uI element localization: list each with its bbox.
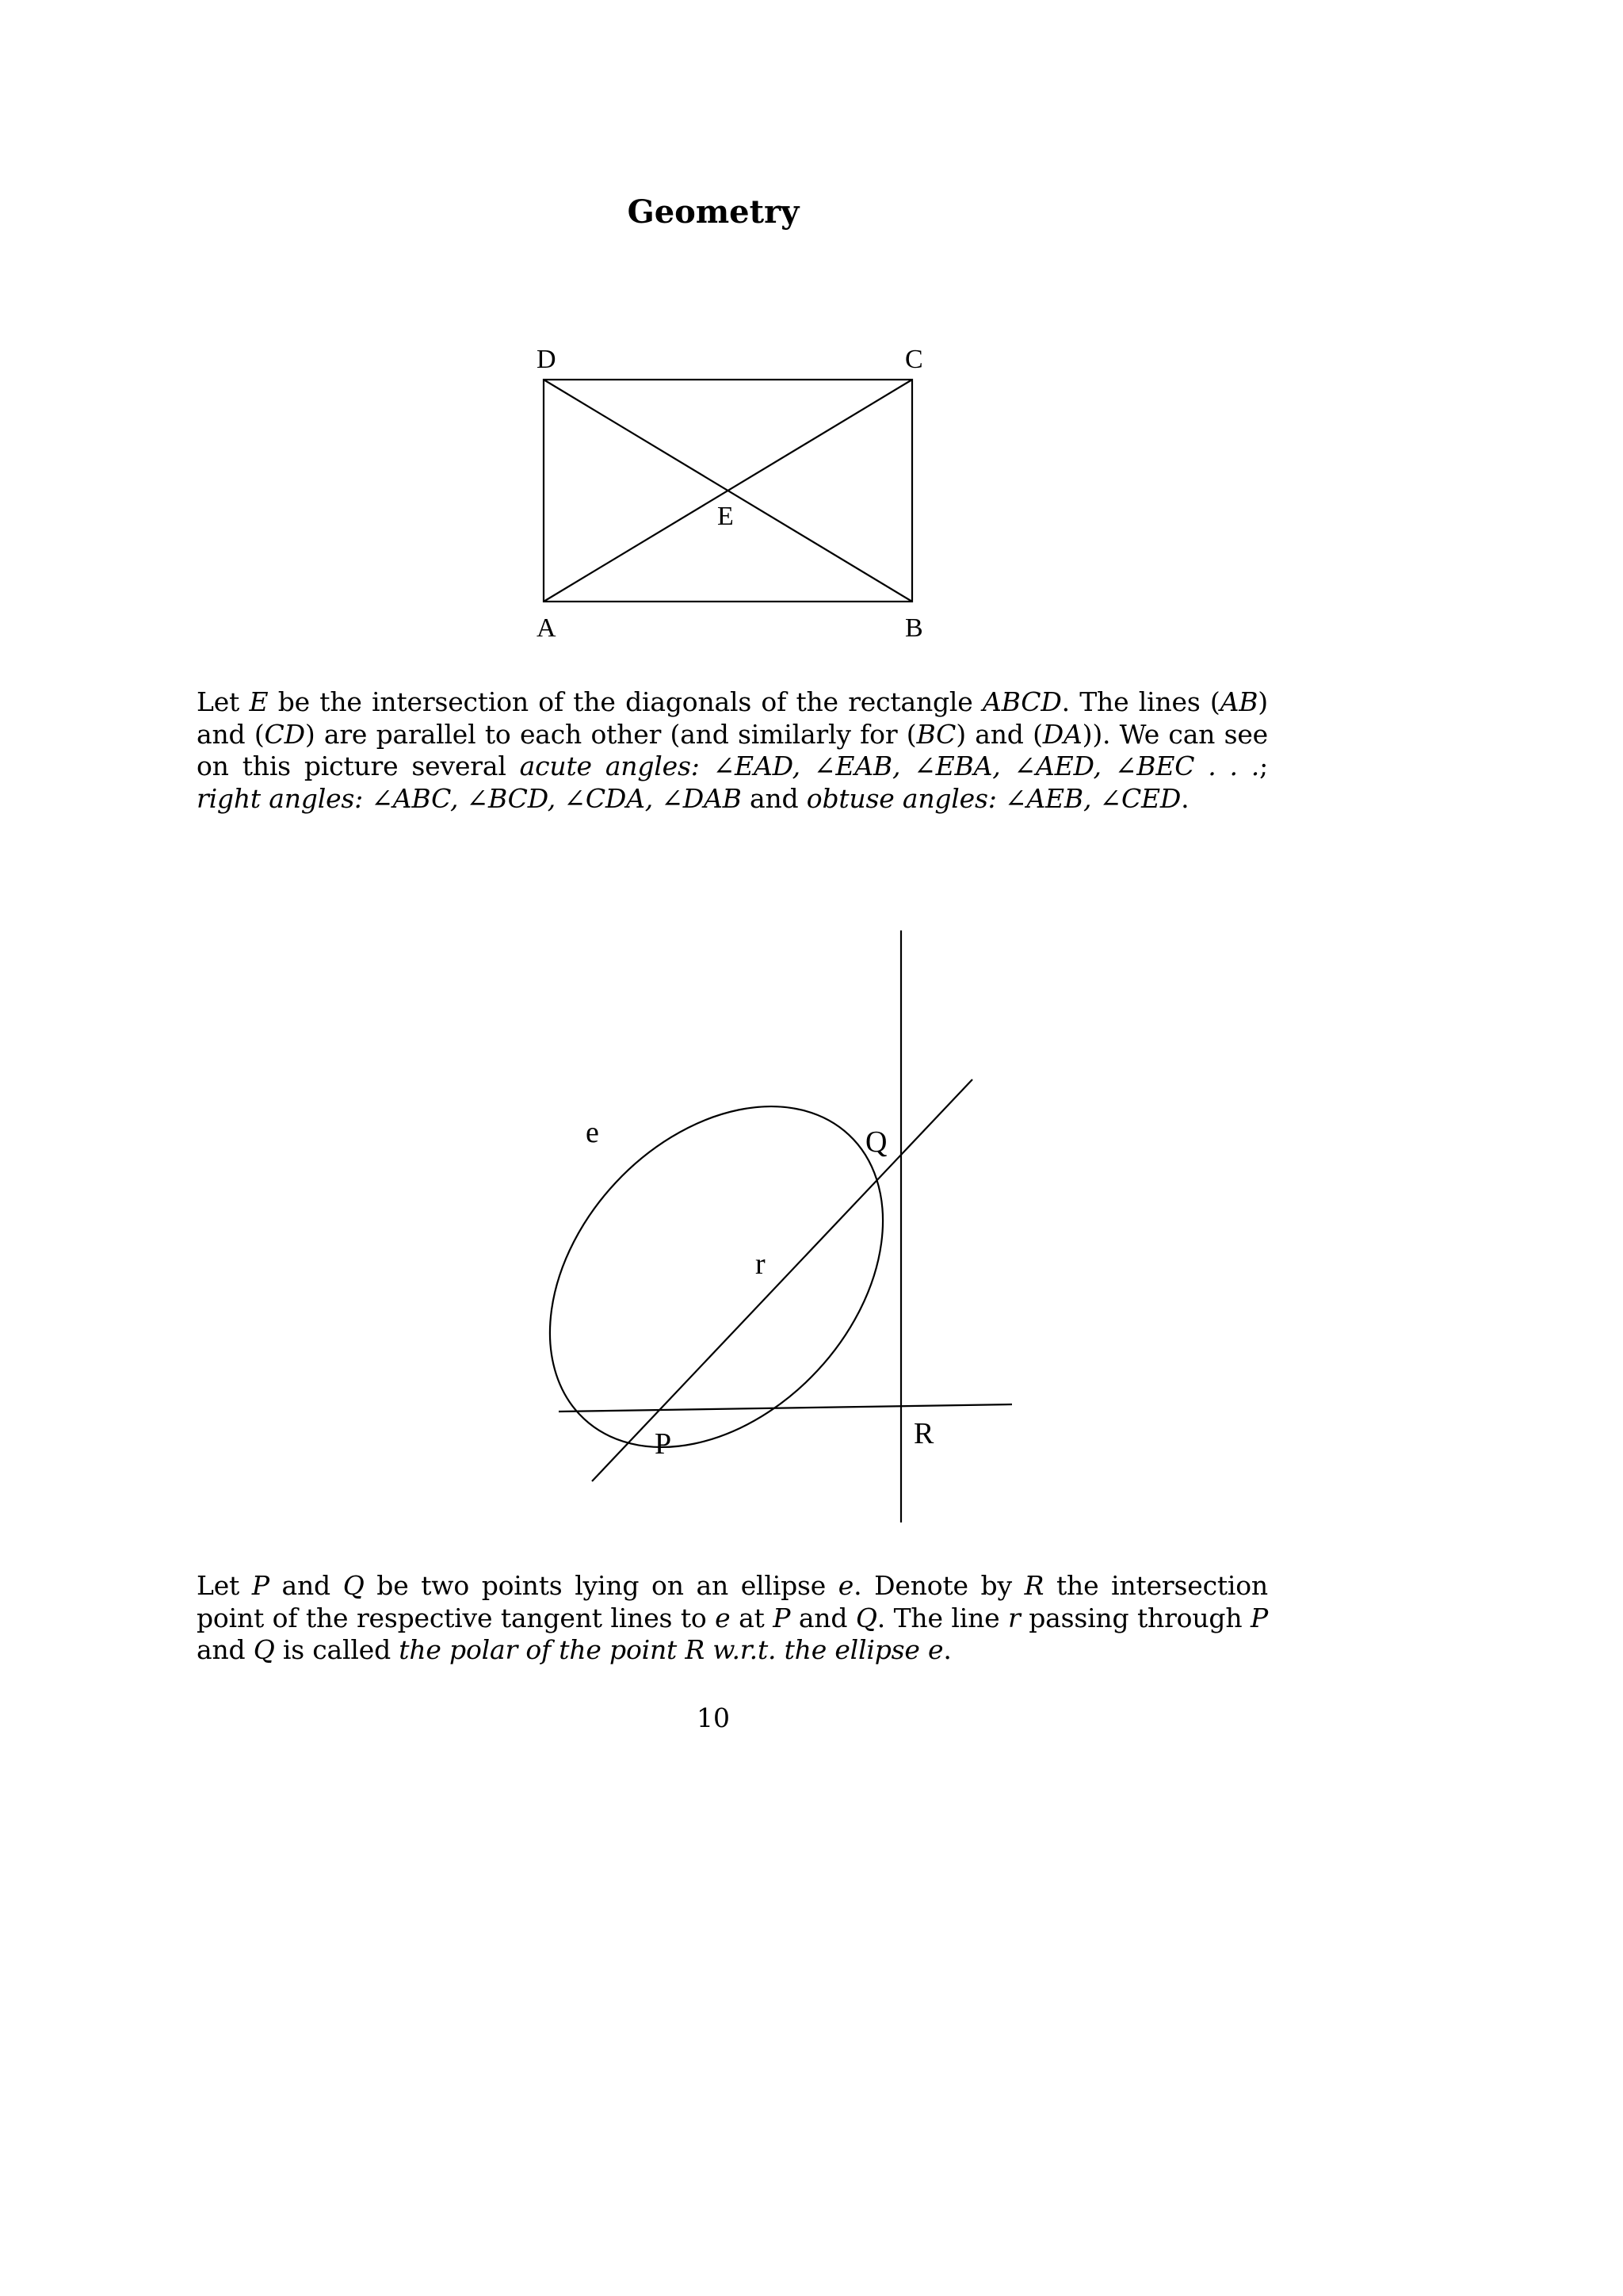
math-run: ∠AEB, ∠CED: [1004, 782, 1182, 814]
text-run: and: [741, 782, 807, 814]
text-run: and: [269, 1570, 343, 1601]
text-run: the intersection point of the respective tangent lines to: [197, 1570, 1268, 1633]
math-run: E: [249, 686, 269, 717]
math-run: P: [773, 1602, 791, 1633]
math-run: ∠EAD, ∠EAB, ∠EBA, ∠AED, ∠BEC . . .: [712, 751, 1260, 781]
text-run: ) and (: [197, 686, 1268, 750]
rectangle-figure: [0, 0, 1623, 713]
text-run: . The line: [876, 1602, 1009, 1633]
math-run: Q: [855, 1602, 877, 1633]
ellipse-e: [483, 1041, 950, 1513]
label-q: Q: [865, 1125, 888, 1159]
math-run: DA: [1042, 718, 1083, 750]
text-run: be two points lying on an ellipse: [364, 1570, 838, 1601]
math-run: ∠ABC, ∠BCD, ∠CDA, ∠DAB: [371, 782, 742, 814]
paragraph-polar: [197, 1570, 1268, 1667]
text-run: ) are parallel to each other (and similarly for (: [304, 718, 917, 750]
text-run: ) and (: [956, 718, 1043, 750]
math-run: Q: [253, 1634, 275, 1665]
italic-run: obtuse angles:: [806, 782, 1005, 814]
math-run: BC: [916, 718, 957, 750]
math-run: P: [1250, 1602, 1268, 1633]
text-run: )). We can see on this picture several: [197, 718, 1268, 781]
text-run: and: [197, 1634, 254, 1665]
page-title: Geometry: [627, 193, 800, 231]
math-run: R: [1024, 1570, 1044, 1601]
text-run: Let: [197, 1570, 252, 1601]
italic-run: acute angles:: [519, 751, 713, 781]
tangent-at-p: [559, 1404, 1012, 1412]
label-p: P: [655, 1427, 672, 1461]
page-number: 10: [697, 1702, 730, 1733]
math-run: e: [838, 1570, 854, 1601]
math-run: AB: [1220, 686, 1258, 717]
label-a: A: [537, 613, 556, 643]
label-c: C: [905, 345, 923, 374]
math-run: r: [1008, 1602, 1021, 1633]
text-run: and: [790, 1602, 856, 1633]
math-run: ABCD: [982, 686, 1062, 717]
paragraph-rectangle: [197, 686, 1268, 815]
text-run: . Denote by: [854, 1570, 1025, 1601]
label-ellipse-e: e: [586, 1116, 599, 1149]
label-e: E: [717, 502, 734, 531]
text-run: at: [730, 1602, 773, 1633]
label-b: B: [905, 613, 923, 643]
label-r-point: R: [914, 1417, 934, 1450]
text-run: passing through: [1020, 1602, 1251, 1633]
text-run: .: [943, 1634, 952, 1665]
label-r-line: r: [755, 1247, 766, 1281]
math-run: Q: [342, 1570, 365, 1601]
text-run: is called: [274, 1634, 399, 1665]
math-run: e: [715, 1602, 731, 1633]
label-d: D: [537, 345, 556, 374]
ellipse-figure: [0, 872, 1623, 1545]
text-run: ;: [1259, 751, 1268, 781]
text-run: Let: [197, 686, 250, 717]
text-run: . The lines (: [1061, 686, 1220, 717]
italic-run: right angles:: [197, 782, 372, 814]
italic-run: the polar of the point R w.r.t. the ellipse e: [399, 1634, 944, 1665]
math-run: CD: [264, 718, 305, 750]
text-run: be the intersection of the diagonals of the rectangle: [268, 686, 983, 717]
text-run: .: [1181, 782, 1190, 814]
math-run: P: [251, 1570, 269, 1601]
